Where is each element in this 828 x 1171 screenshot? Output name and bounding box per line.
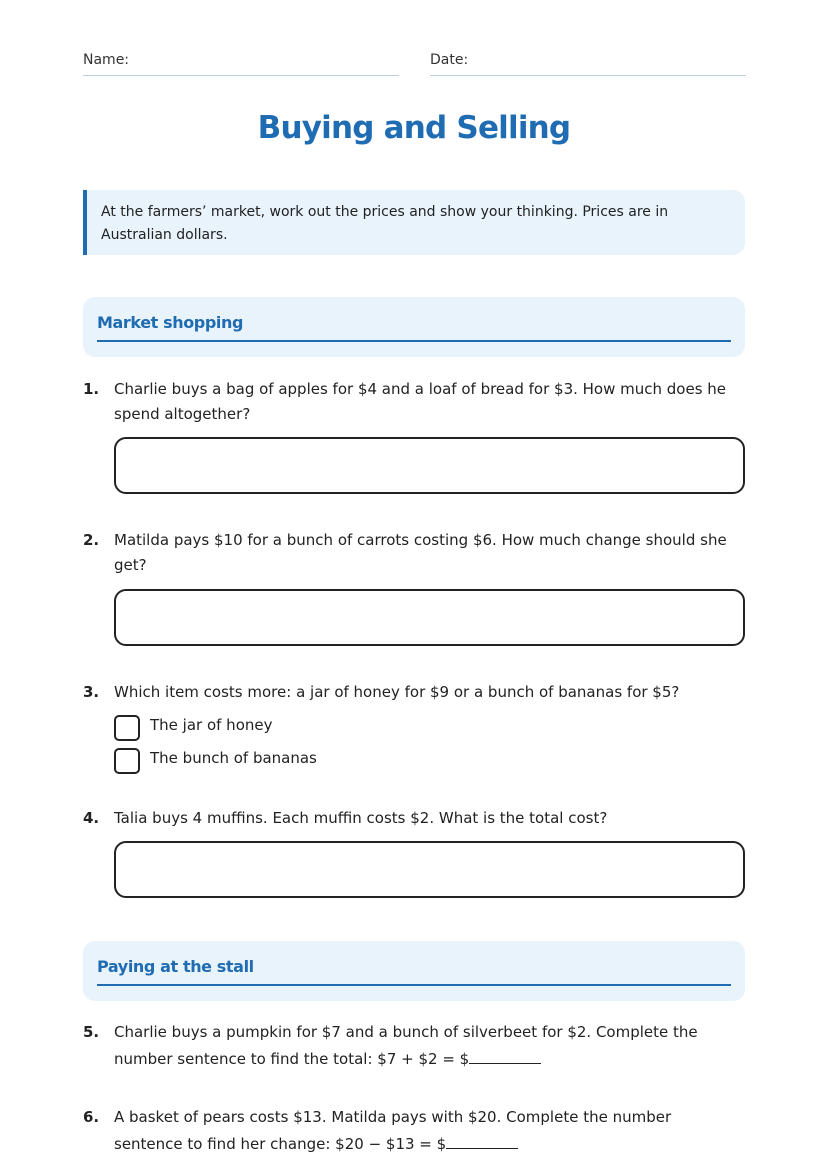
question-text-line-2: get? xyxy=(114,556,147,574)
question-2 xyxy=(83,528,745,578)
question-number: 2. xyxy=(83,531,100,549)
question-text xyxy=(114,1020,745,1072)
question-text-line-1: Matilda pays $10 for a bunch of carrots costing $6. How much change should she xyxy=(114,531,727,549)
section-rule xyxy=(97,340,731,342)
section-rule xyxy=(97,984,731,986)
question-6 xyxy=(83,1105,745,1157)
checkbox[interactable] xyxy=(114,748,140,774)
number-sentence: number sentence to find the total: $7 + $2 = $ xyxy=(114,1050,470,1068)
question-number: 3. xyxy=(83,683,100,701)
section-title: Paying at the stall xyxy=(97,957,254,976)
question-text-line-1: Charlie buys a bag of apples for $4 and a loaf of bread for $3. How much does he xyxy=(114,380,727,398)
number-sentence: sentence to find her change: $20 − $13 = $ xyxy=(114,1135,447,1153)
question-text-line-1: Talia buys 4 muffins. Each muffin costs $2. What is the total cost? xyxy=(114,809,608,827)
name-field[interactable] xyxy=(83,52,129,68)
question-text-line-2 xyxy=(114,1045,745,1072)
question-number: 6. xyxy=(83,1108,100,1126)
question-text-line-2 xyxy=(114,1130,745,1157)
question-text xyxy=(114,806,745,831)
question-text-line-1: Which item costs more: a jar of honey for $9 or a bunch of bananas for $5? xyxy=(114,683,680,701)
answer-box-4[interactable] xyxy=(114,841,745,898)
question-3 xyxy=(83,680,745,705)
question-number: 4. xyxy=(83,809,100,827)
question-text xyxy=(114,528,745,578)
question-4 xyxy=(83,806,745,831)
date-line[interactable] xyxy=(430,75,746,76)
question-text-line-1: Charlie buys a pumpkin for $7 and a bunch of silverbeet for $2. Complete the xyxy=(114,1023,698,1041)
section-title: Market shopping xyxy=(97,313,244,332)
date-label: Date: xyxy=(430,52,469,68)
section-paying-at-the-stall xyxy=(83,941,745,1001)
page-title: Buying and Selling xyxy=(257,110,571,146)
date-field[interactable] xyxy=(430,52,468,68)
question-number: 1. xyxy=(83,380,100,398)
option-label: The jar of honey xyxy=(150,716,273,734)
question-text xyxy=(114,1105,745,1157)
answer-blank-6[interactable] xyxy=(446,1130,518,1149)
question-text xyxy=(114,377,745,427)
question-number: 5. xyxy=(83,1023,100,1041)
checkbox[interactable] xyxy=(114,715,140,741)
answer-box-2[interactable] xyxy=(114,589,745,646)
intro-callout xyxy=(83,190,745,255)
section-market-shopping xyxy=(83,297,745,357)
question-text-line-1: A basket of pears costs $13. Matilda pays with $20. Complete the number xyxy=(114,1108,672,1126)
answer-box-1[interactable] xyxy=(114,437,745,494)
name-line[interactable] xyxy=(83,75,399,76)
question-5 xyxy=(83,1020,745,1072)
question-text-line-2: spend altogether? xyxy=(114,405,251,423)
option-label: The bunch of bananas xyxy=(150,749,317,767)
intro-line-2: Australian dollars. xyxy=(101,227,228,243)
question-text xyxy=(114,680,745,705)
intro-line-1: At the farmers’ market, work out the prices and show your thinking. Prices are in xyxy=(101,204,669,220)
name-label: Name: xyxy=(83,52,130,68)
answer-blank-5[interactable] xyxy=(469,1045,541,1064)
question-1 xyxy=(83,377,745,427)
